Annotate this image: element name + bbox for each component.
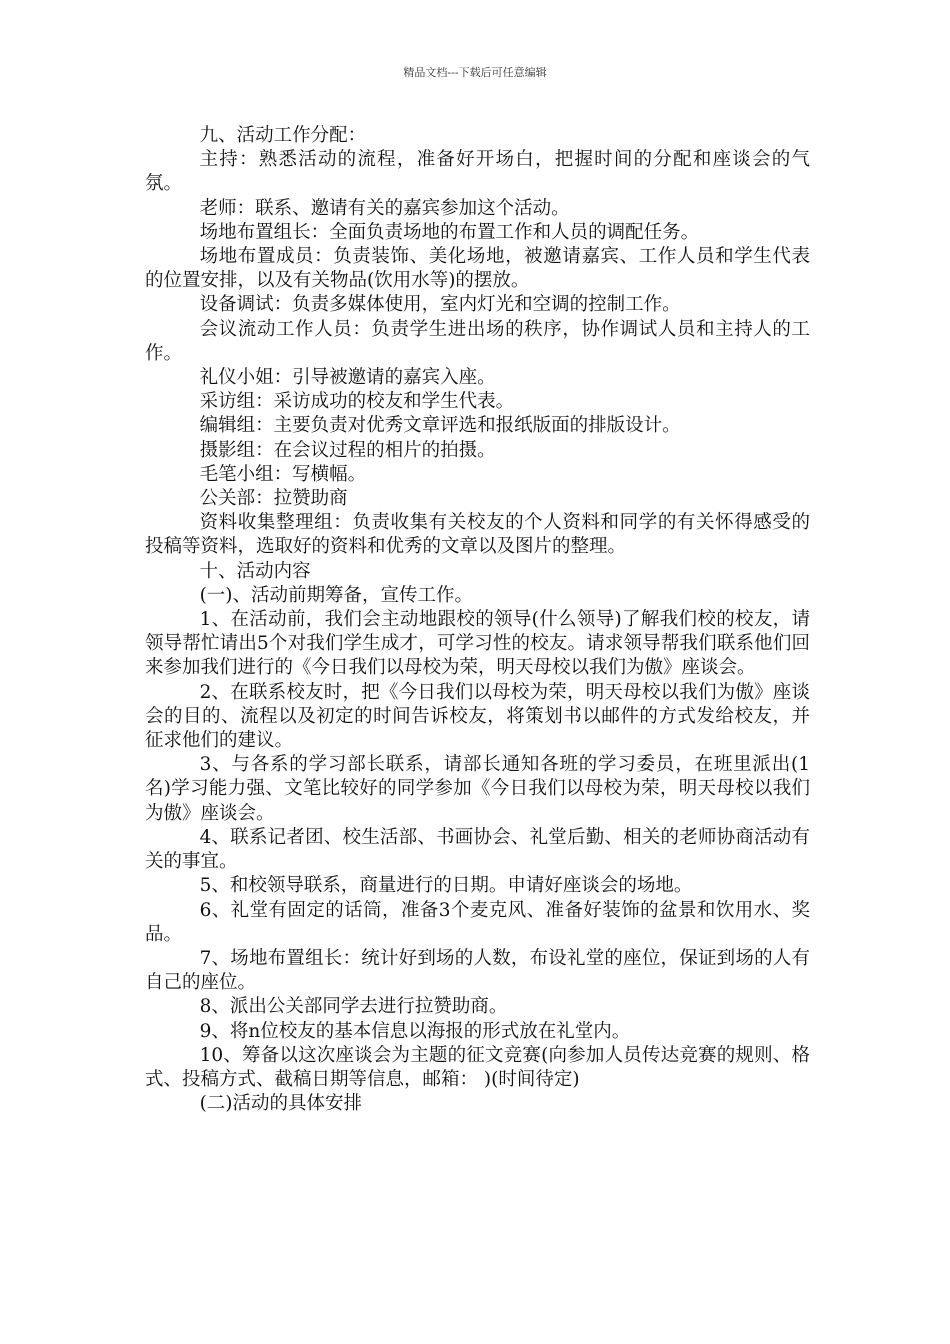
list-item: 7、场地布置组长：统计好到场的人数，布设礼堂的座位，保证到场的人有自己的座位。 xyxy=(145,947,810,994)
paragraph: 礼仪小姐：引导被邀请的嘉宾入座。 xyxy=(199,367,496,389)
list-item: 9、将n位校友的基本信息以海报的形式放在礼堂内。 xyxy=(199,1020,631,1042)
document-body xyxy=(145,124,810,1116)
list-item: 5、和校领导联系，商量进行的日期。申请好座谈会的场地。 xyxy=(199,875,693,897)
list-item: 8、派出公关部同学去进行拉赞助商。 xyxy=(199,996,508,1018)
paragraph: 场地布置组长：全面负责场地的布置工作和人员的调配任务。 xyxy=(199,221,700,243)
list-item: 2、在联系校友时，把《今日我们以母校为荣，明天母校以我们为傲》座谈会的目的、流程以及初定的时间告诉校友，将策划书以邮件的方式发给校友，并征求他们的建议。 xyxy=(145,681,810,752)
subsection-heading: (二)活动的具体安排 xyxy=(199,1093,362,1115)
list-item: 1、在活动前，我们会主动地跟校的领导(什么领导)了解我们校的校友，请领导帮忙请出5个对我们学生成才，可学习性的校友。请求领导帮我们联系他们回来参加我们进行的《今日我们以母校为荣，明天母校以我们为傲》座谈会。 xyxy=(145,609,810,679)
page-header: 精品文档---下载后可任意编辑 xyxy=(403,66,547,79)
paragraph: 场地布置成员：负责装饰、美化场地，被邀请嘉宾、工作人员和学生代表的位置安排，以及有关物品(饮用水等)的摆放。 xyxy=(145,246,810,292)
paragraph: 毛笔小组：写横幅。 xyxy=(199,463,367,485)
paragraph: 设备调试：负责多媒体使用，室内灯光和空调的控制工作。 xyxy=(199,294,681,316)
paragraph: 资料收集整理组：负责收集有关校友的个人资料和同学的有关怀得感受的投稿等资料，选取好的资料和优秀的文章以及图片的整理。 xyxy=(145,512,810,558)
paragraph: 采访组：采访成功的校友和学生代表。 xyxy=(199,391,515,413)
list-item: 6、礼堂有固定的话筒，准备3个麦克风、准备好装饰的盆景和饮用水、奖品。 xyxy=(145,899,810,945)
paragraph: 老师：联系、邀请有关的嘉宾参加这个活动。 xyxy=(199,197,570,219)
subsection-heading: (一)、活动前期筹备，宣传工作。 xyxy=(199,584,473,606)
paragraph: 主持：熟悉活动的流程，准备好开场白，把握时间的分配和座谈会的气氛。 xyxy=(145,149,810,195)
paragraph: 摄影组：在会议过程的相片的拍摄。 xyxy=(199,439,496,461)
section-heading: 十、活动内容 xyxy=(199,560,311,582)
list-item: 3、与各系的学习部长联系，请部长通知各班的学习委员，在班里派出(1名)学习能力强、文笔比较好的同学参加《今日我们以母校为荣，明天母校以我们为傲》座谈会。 xyxy=(145,754,810,824)
paragraph: 会议流动工作人员：负责学生进出场的秩序，协作调试人员和主持人的工作。 xyxy=(145,318,810,364)
paragraph: 编辑组：主要负责对优秀文章评选和报纸版面的排版设计。 xyxy=(199,415,681,437)
list-item: 4、联系记者团、校生活部、书画协会、礼堂后勤、相关的老师协商活动有关的事宜。 xyxy=(145,826,810,873)
paragraph: 公关部：拉赞助商 xyxy=(199,488,348,510)
list-item: 10、筹备以这次座谈会为主题的征文竞赛(向参加人员传达竞赛的规则、格式、投稿方式、截稿日期等信息，邮箱： )(时间待定) xyxy=(145,1044,810,1090)
section-heading: 九、活动工作分配： xyxy=(199,125,367,146)
